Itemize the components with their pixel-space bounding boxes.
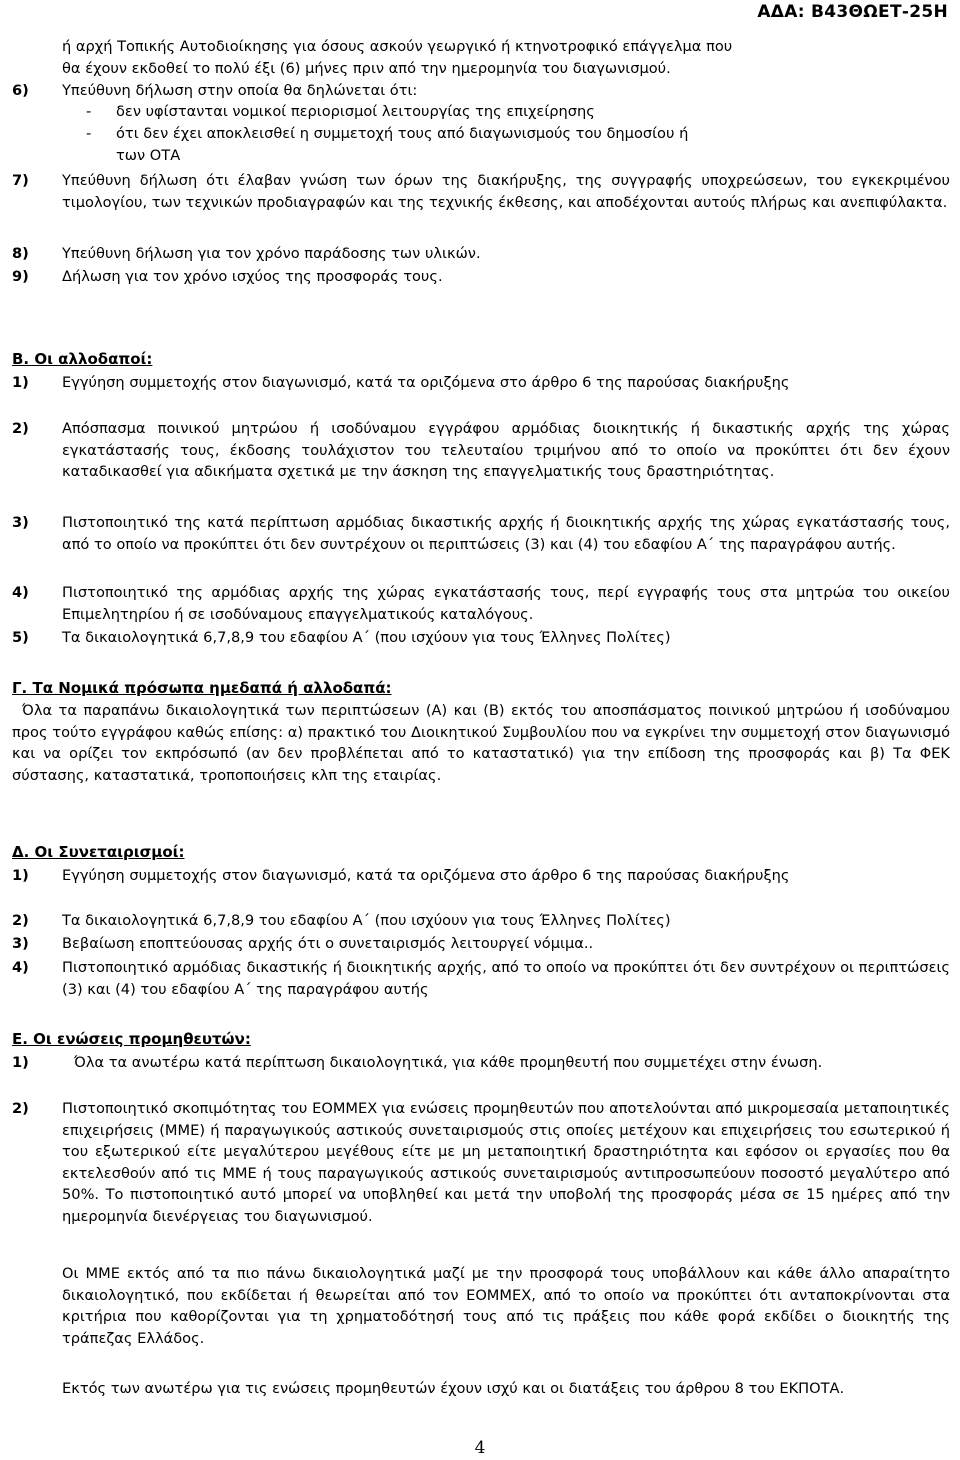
item-number: 9) [12, 268, 29, 285]
section-d-heading: Δ. Οι Συνεταιρισμοί: [12, 843, 185, 861]
page-number: 4 [474, 1438, 486, 1458]
item-number: 2) [12, 1100, 29, 1117]
item-number: 5) [12, 629, 29, 646]
mme-paragraph: Οι ΜΜΕ εκτός από τα πιο πάνω δικαιολογητικά μαζί με την προσφορά τους υποβάλλουν και κάθε άλλο απαραίτητο δικαιολογητικό, που εκδίδεται ή θεωρείται από τον ΕΟΜΜΕΧ, από το οποίο να προκύπτει ότι ανταποκρίνονται στα κριτήρια που καθορίζονται για τη χρηματοδότησή τους από τις πράξεις που κάθε φορά εκδίδει ο διοικητής της τράπεζας Ελλάδος. [62, 1265, 950, 1347]
item-number: 2) [12, 420, 29, 437]
item-number: 6) [12, 82, 29, 99]
item-number: 4) [12, 584, 29, 601]
intro-line-1: ή αρχή Τοπικής Αυτοδιοίκησης για όσους ασκούν γεωργικό ή κτηνοτροφικό επάγγελμα που [62, 38, 733, 55]
item-text: Υπεύθυνη δήλωση για τον χρόνο παράδοσης των υλικών. [62, 245, 481, 262]
item-number: 2) [12, 912, 29, 929]
item-number: 3) [12, 935, 29, 952]
section-c-text: Όλα τα παραπάνω δικαιολογητικά των περιπτώσεων (Α) και (Β) εκτός του αποσπάσματος ποινικού μητρώου ή ισοδύναμου προς τούτο εγγράφου καθώς επίσης: α) πρακτικό του Διοικητικού Συμβουλίου που να εγκρίνει την συμμετοχή στον διαγωνισμό και να ορίζει τον εκπρόσωπό (αν δεν προβλέπεται από το καταστατικό) για την επίδοση της προσφοράς και β) Τα ΦΕΚ σύστασης, καταστατικά, τροποποιήσεις κλπ της εταιρίας. [12, 702, 950, 784]
list-item [12, 243, 950, 265]
list-item [12, 582, 950, 625]
ada-code: ΑΔΑ: Β43ΘΩΕΤ-25Η [757, 2, 948, 22]
list-item [12, 80, 950, 102]
list-item [12, 418, 950, 483]
list-item [12, 957, 950, 1000]
item-text: Πιστοποιητικό της κατά περίπτωση αρμόδιας δικαστικής αρχής ή διοικητικής αρχής της χώρας εγκατάστασής τους, από το οποίο να προκύπτει ότι δεν συντρέχουν οι περιπτώσεις (3) και (4) του εδαφίου Α΄ της παραγράφου αυτής. [62, 514, 950, 553]
item-number: 3) [12, 514, 29, 531]
list-item [12, 1098, 950, 1227]
item-text: Τα δικαιολογητικά 6,7,8,9 του εδαφίου Α΄ (που ισχύουν για τους Έλληνες Πολίτες) [62, 912, 671, 929]
item-text: Πιστοποιητικό της αρμόδιας αρχής της χώρας εγκατάστασής τους, περί εγγραφής τους στα μητρώα του οικείου Επιμελητηρίου ή σε ισοδύναμους επαγγελματικούς καταλόγους. [62, 584, 950, 623]
item-text: Βεβαίωση εποπτεύουσας αρχής ότι ο συνεταιρισμός λειτουργεί νόμιμα.. [62, 935, 594, 952]
item-number: 1) [12, 374, 29, 391]
item-text: Πιστοποιητικό αρμόδιας δικαστικής ή διοικητικής αρχής, από το οποίο να προκύπτει ότι δεν συντρέχουν οι περιπτώσεις (3) και (4) του εδαφίου Α΄ της παραγράφου αυτής [62, 959, 950, 998]
intro-line-2: θα έχουν εκδοθεί το πολύ έξι (6) μήνες πριν από την ημερομηνία του διαγωνισμού. [62, 60, 671, 77]
item-text: Όλα τα ανωτέρω κατά περίπτωση δικαιολογητικά, για κάθε προμηθευτή που συμμετέχει στην ένωση. [74, 1054, 823, 1071]
list-item [12, 933, 950, 955]
item-text: Τα δικαιολογητικά 6,7,8,9 του εδαφίου Α΄ (που ισχύουν για τους Έλληνες Πολίτες) [62, 629, 671, 646]
section-c-heading: Γ. Τα Νομικά πρόσωπα ημεδαπά ή αλλοδαπά: [12, 679, 392, 697]
item-text: Υπεύθυνη δήλωση ότι έλαβαν γνώση των όρων της διακήρυξης, της συγγραφής υποχρεώσεων, του εγκεκριμένου τιμολογίου, των τεχνικών προδιαγραφών και της τεχνικής έκθεσης, και αποδέχονται αυτούς πλήρως και ανεπιφύλακτα. [62, 172, 950, 211]
dash-text: των ΟΤΑ [116, 147, 181, 164]
dash-text: δεν υφίστανται νομικοί περιορισμοί λειτουργίας της επιχείρησης [116, 103, 595, 120]
list-item [12, 266, 950, 288]
item-number: 1) [12, 1054, 29, 1071]
dash-mark: - [86, 125, 92, 142]
list-item [12, 627, 950, 649]
list-item [12, 170, 950, 213]
dash-text: ότι δεν έχει αποκλεισθεί η συμμετοχή τους από διαγωνισμούς του δημοσίου ή [116, 125, 689, 142]
item-text: Απόσπασμα ποινικού μητρώου ή ισοδύναμου εγγράφου αρμόδιας διοικητικής ή δικαστικής αρχής της χώρας εγκατάστασής τους, έκδοσης τουλάχιστον του τελευταίου τριμήνου από το οποίο να προκύπτει ότι δεν έχουν καταδικασθεί για αδικήματα σχετικά με την άσκηση της επαγγελματικής τους δραστηριότητας. [62, 420, 950, 480]
list-item [12, 372, 950, 394]
list-item [12, 512, 950, 555]
dash-mark: - [86, 103, 92, 120]
item-text: Πιστοποιητικό σκοπιμότητας του ΕΟΜΜΕΧ για ενώσεις προμηθευτών που αποτελούνται από μικρομεσαία μεταποιητικές επιχειρήσεις (ΜΜΕ) ή παραγωγικούς αστικούς συνεταιρισμούς στις οποίες μετέχουν και επιχειρήσεις του εσωτερικού ή του εξωτερικού είτε μεγαλύτερου μεγέθους είτε με μη μεταποιητική δραστηριότητα και εφόσον οι εργασίες που θα εκτελεσθούν από τις ΜΜΕ ή τους παραγωγικούς αστικούς συνεταιρισμούς αντιπροσωπεύουν ποσοστό μεγαλύτερο από 50%. Το πιστοποιητικό αυτό μπορεί να υποβληθεί και μετά την υποβολή της προσφοράς μέσα σε 15 ημέρες από την ημερομηνία διενέργειας του διαγωνισμού. [62, 1100, 950, 1225]
item-number: 4) [12, 959, 29, 976]
item-text: Εγγύηση συμμετοχής στον διαγωνισμό, κατά τα οριζόμενα στο άρθρο 6 της παρούσας διακήρυξης [62, 867, 790, 884]
item-number: 1) [12, 867, 29, 884]
item-text: Εγγύηση συμμετοχής στον διαγωνισμό, κατά τα οριζόμενα στο άρθρο 6 της παρούσας διακήρυξης [62, 374, 790, 391]
item-number: 8) [12, 245, 29, 262]
list-item [12, 1052, 950, 1074]
item-text: Δήλωση για τον χρόνο ισχύος της προσφοράς τους. [62, 268, 443, 285]
list-item [12, 910, 950, 932]
item-text: Υπεύθυνη δήλωση στην οποία θα δηλώνεται ότι: [62, 82, 418, 99]
list-item [12, 865, 950, 887]
ekpota-paragraph: Εκτός των ανωτέρω για τις ενώσεις προμηθευτών έχουν ισχύ και οι διατάξεις του άρθρου 8 του ΕΚΠΟΤΑ. [62, 1380, 845, 1397]
section-e-heading: Ε. Οι ενώσεις προμηθευτών: [12, 1030, 251, 1048]
section-b-heading: Β. Οι αλλοδαποί: [12, 350, 153, 368]
item-number: 7) [12, 172, 29, 189]
